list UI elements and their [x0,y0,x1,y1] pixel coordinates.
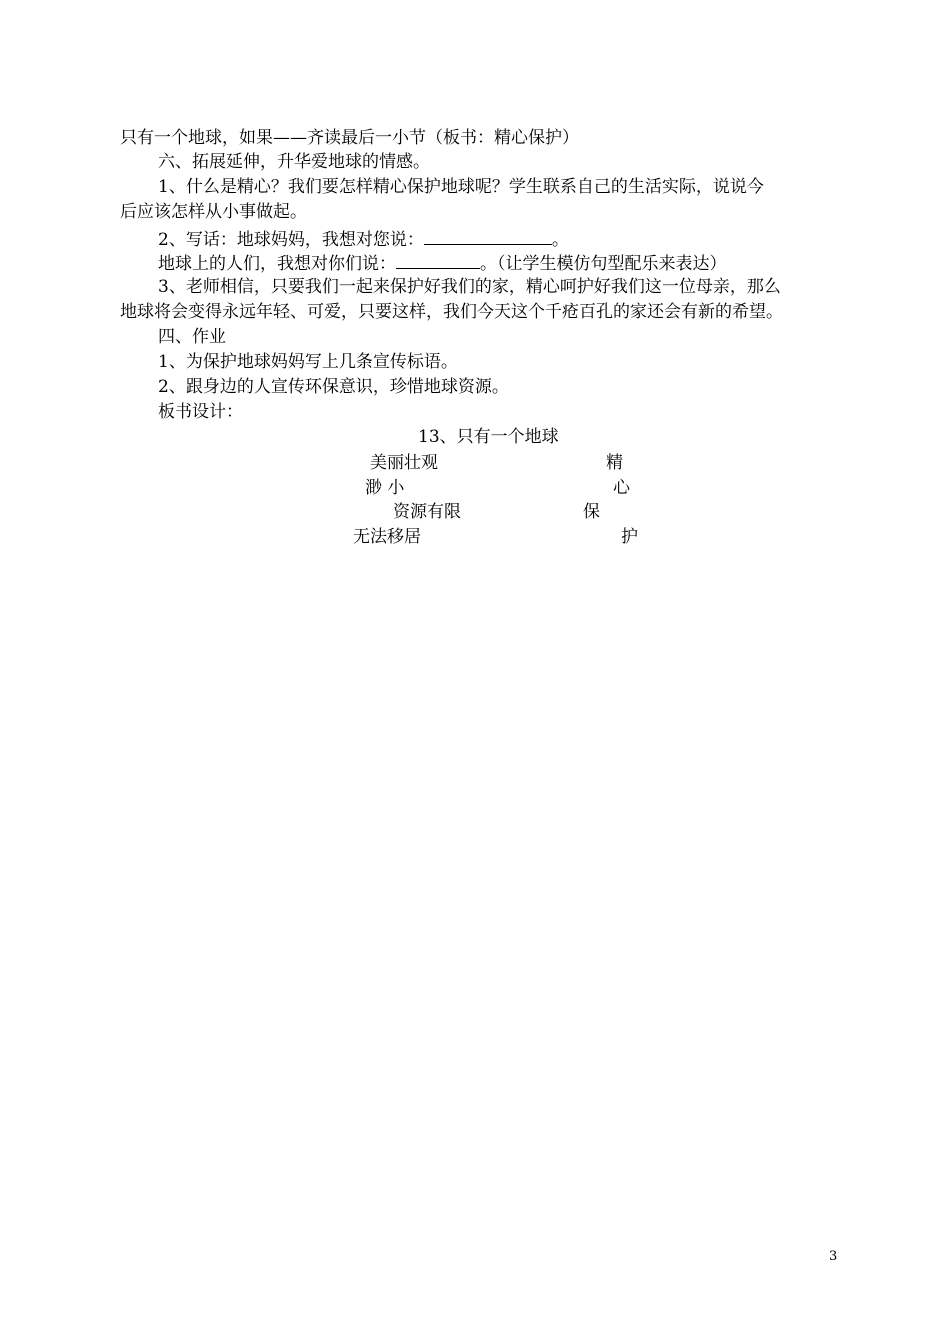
paragraph-item-2 [158,226,569,252]
fill-blank-2 [396,250,480,269]
board-design-label: 板书设计： [158,402,243,422]
board-left-4: 无法移居 [353,527,421,547]
item-2b-end: 。（让学生模仿句型配乐来表达） [480,254,727,274]
item-2-prompt: 2、写话：地球妈妈，我想对您说： [158,230,424,250]
paragraph-item-1a: 1、什么是精心？我们要怎样精心保护地球呢？学生联系自己的生活实际，说说今 [158,177,764,197]
homework-item-2: 2、跟身边的人宣传环保意识，珍惜地球资源。 [158,377,509,397]
board-right-4: 护 [621,527,638,547]
board-left-3: 资源有限 [393,502,461,522]
board-right-2: 心 [613,478,630,498]
paragraph-item-3a: 3、老师相信，只要我们一起来保护好我们的家，精心呵护好我们这一位母亲，那么 [158,277,781,297]
paragraph-item-2b [158,250,727,276]
item-2b-prompt: 地球上的人们，我想对你们说： [158,254,396,274]
homework-item-1: 1、为保护地球妈妈写上几条宣传标语。 [158,352,458,372]
item-2-end: 。 [551,230,569,250]
board-left-2: 渺 小 [365,478,405,498]
paragraph-item-3b: 地球将会变得永远年轻、可爱，只要这样，我们今天这个千疮百孔的家还会有新的希望。 [120,302,783,322]
page-number: 3 [829,1249,838,1264]
fill-blank-1 [424,226,552,245]
board-right-3: 保 [583,502,600,522]
section-heading-extend: 六、拓展延伸，升华爱地球的情感。 [158,152,430,172]
paragraph-item-1b: 后应该怎样从小事做起。 [120,202,307,222]
board-right-1: 精 [606,453,623,473]
board-title: 13、只有一个地球 [418,427,559,447]
paragraph-intro: 只有一个地球，如果——齐读最后一小节（板书：精心保护） [120,128,579,148]
section-heading-homework: 四、作业 [158,327,226,347]
board-left-1: 美丽壮观 [370,453,438,473]
